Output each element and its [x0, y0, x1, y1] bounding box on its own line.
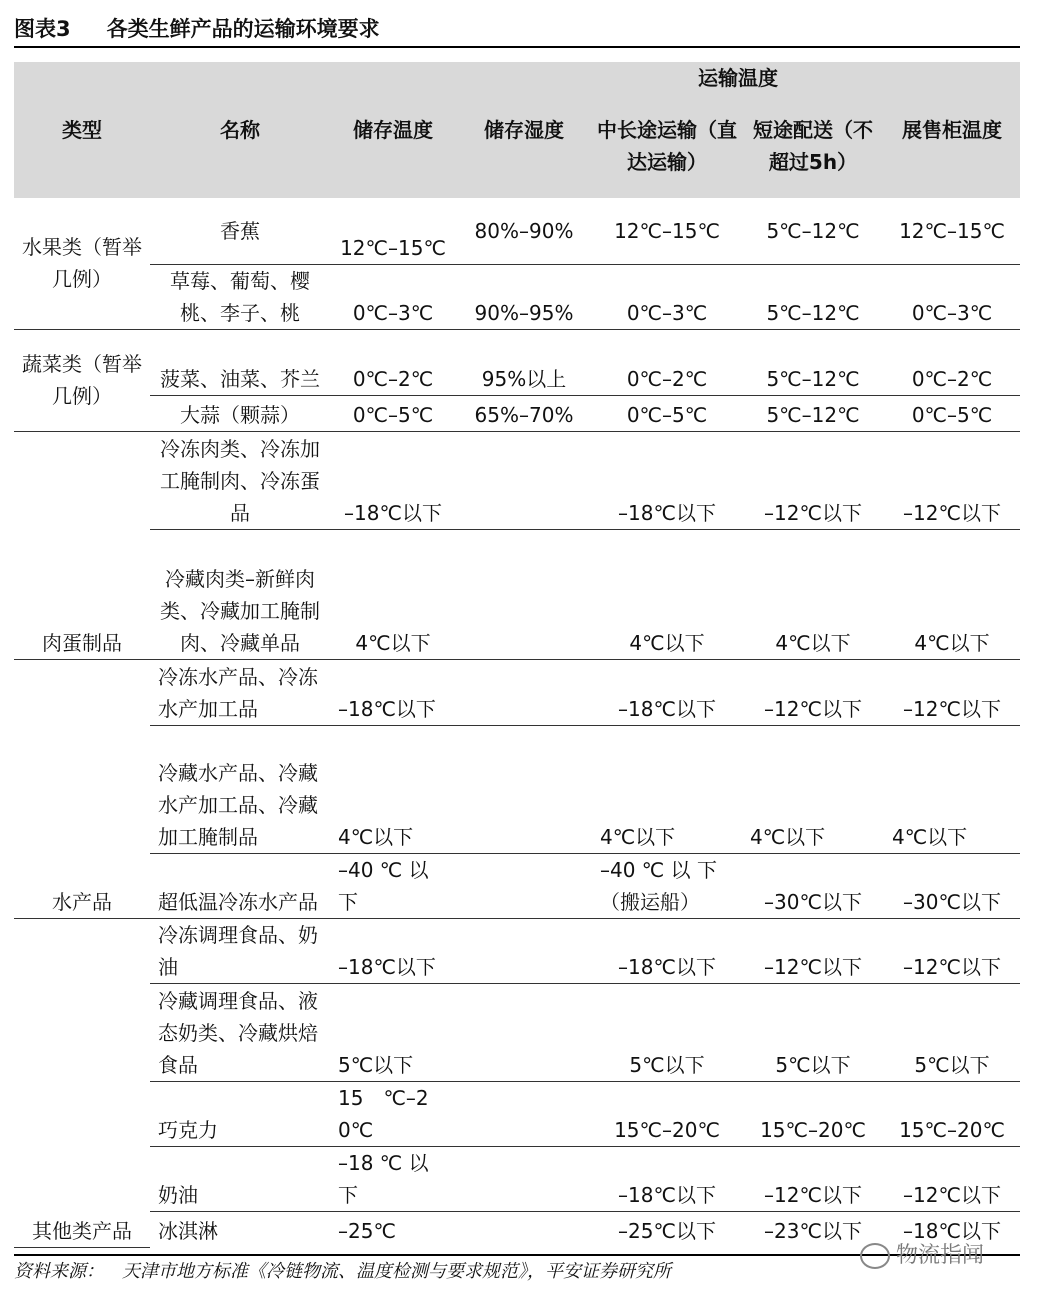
display-temp: 5℃以下: [884, 983, 1020, 1081]
storage-temp: –18℃以下: [330, 431, 456, 529]
long-distance-temp: –18℃以下: [592, 431, 742, 529]
short-distance-temp: 5℃–12℃: [742, 329, 884, 395]
storage-humidity: [456, 725, 592, 853]
long-distance-temp: 0℃–2℃: [592, 329, 742, 395]
product-name: 冷藏调理食品、液态奶类、冷藏烘焙食品: [150, 983, 330, 1081]
long-distance-temp: –40 ℃ 以 下（搬运船）: [592, 853, 742, 918]
product-name: 冷冻调理食品、奶油: [150, 918, 330, 983]
requirements-table: [14, 62, 1020, 1248]
short-distance-temp: 5℃以下: [742, 983, 884, 1081]
table-row: [14, 853, 1020, 918]
table-row: [14, 1081, 1020, 1146]
table-row: [14, 431, 1020, 529]
long-distance-temp: 0℃–3℃: [592, 264, 742, 329]
product-name: 香蕉: [150, 198, 330, 264]
table-row: [14, 329, 1020, 395]
wechat-icon: [860, 1243, 890, 1269]
display-temp: 15℃–20℃: [884, 1081, 1020, 1146]
header-storage-humidity: 储存湿度: [456, 62, 592, 198]
long-distance-temp: 12℃–15℃: [592, 198, 742, 264]
display-temp: 0℃–2℃: [884, 329, 1020, 395]
display-temp: 4℃以下: [884, 529, 1020, 659]
product-name: 冷藏肉类–新鲜肉类、冷藏加工腌制肉、冷藏单品: [150, 529, 330, 659]
table-row: [14, 725, 1020, 853]
storage-temp: –18℃以下: [330, 918, 456, 983]
table-header: [14, 62, 1020, 198]
category-fruit: 水果类（暂举几例）: [14, 198, 150, 329]
display-temp: 4℃以下: [884, 725, 1020, 853]
storage-temp: 0℃–3℃: [330, 264, 456, 329]
table-row: [14, 529, 1020, 659]
display-temp: 0℃–3℃: [884, 264, 1020, 329]
product-name: 大蒜（颗蒜）: [150, 395, 330, 431]
product-name: 冰淇淋: [158, 1219, 218, 1243]
short-distance-temp: –12℃以下: [742, 431, 884, 529]
short-distance-temp: –12℃以下: [742, 918, 884, 983]
storage-humidity: 80%–90%: [456, 198, 592, 264]
header-display-temp: 展售柜温度: [884, 62, 1020, 198]
long-distance-temp: –25℃以下: [618, 1219, 716, 1243]
storage-humidity: [456, 1146, 592, 1211]
display-temp: 0℃–5℃: [884, 395, 1020, 431]
header-long-distance: 中长途运输（直达运输）: [592, 94, 742, 198]
storage-temp: 0℃–2℃: [330, 329, 456, 395]
short-distance-temp: 4℃以下: [742, 725, 884, 853]
watermark: [860, 1238, 984, 1274]
long-distance-temp: –18℃以下: [592, 659, 742, 725]
long-distance-temp: 5℃以下: [592, 983, 742, 1081]
long-distance-temp: 0℃–5℃: [592, 395, 742, 431]
short-distance-temp: 4℃以下: [742, 529, 884, 659]
storage-humidity: [456, 529, 592, 659]
storage-humidity: [456, 1211, 592, 1247]
display-temp: –12℃以下: [884, 659, 1020, 725]
storage-humidity: [456, 659, 592, 725]
category-other: 其他类产品: [14, 918, 150, 1247]
figure-title: [14, 14, 1020, 44]
category-vegetable: 蔬菜类（暂举几例）: [14, 329, 150, 431]
display-temp: –12℃以下: [884, 918, 1020, 983]
header-name: 名称: [150, 62, 330, 198]
requirements-table-container: [14, 62, 1020, 1248]
product-name: 草莓、葡萄、樱桃、李子、桃: [150, 264, 330, 329]
header-short-distance: 短途配送（不超过5h）: [742, 94, 884, 198]
table-row: [14, 264, 1020, 329]
product-name: 超低温冷冻水产品: [150, 853, 330, 918]
figure-title-text: 各类生鲜产品的运输环境要求: [106, 17, 380, 41]
table-row: [14, 1146, 1020, 1211]
storage-temp: 4℃以下: [330, 725, 456, 853]
header-type: 类型: [14, 62, 150, 198]
storage-temp: –40 ℃ 以下: [330, 853, 456, 918]
storage-temp: 12℃–15℃: [330, 198, 456, 264]
short-distance-temp: –30℃以下: [742, 853, 884, 918]
product-name: 冷冻水产品、冷冻水产加工品: [150, 659, 330, 725]
product-name: 冷冻肉类、冷冻加工腌制肉、冷冻蛋品: [150, 431, 330, 529]
table-row: [14, 659, 1020, 725]
table-row: [14, 395, 1020, 431]
table-row: [14, 918, 1020, 983]
storage-humidity: [456, 1081, 592, 1146]
short-distance-temp: 5℃–12℃: [742, 395, 884, 431]
storage-humidity: [456, 918, 592, 983]
product-name: 巧克力: [150, 1081, 330, 1146]
long-distance-temp: 4℃以下: [592, 529, 742, 659]
table-body: [14, 198, 1020, 1247]
display-temp: –18℃以下: [903, 1219, 1001, 1243]
short-distance-temp: 5℃–12℃: [742, 198, 884, 264]
short-distance-temp: 15℃–20℃: [742, 1081, 884, 1146]
storage-temp: –25℃: [338, 1219, 396, 1243]
header-transport-temp: 运输温度: [592, 62, 884, 94]
display-temp: –12℃以下: [884, 431, 1020, 529]
storage-humidity: 95%以上: [456, 329, 592, 395]
storage-temp: –18℃以下: [330, 659, 456, 725]
storage-humidity: [456, 983, 592, 1081]
display-temp: –12℃以下: [884, 1146, 1020, 1211]
short-distance-temp: –12℃以下: [742, 659, 884, 725]
product-name: 冷藏水产品、冷藏水产加工品、冷藏加工腌制品: [150, 725, 330, 853]
product-name: 菠菜、油菜、芥兰: [150, 329, 330, 395]
header-storage-temp: 储存温度: [330, 62, 456, 198]
long-distance-temp: –18℃以下: [592, 918, 742, 983]
display-temp: –30℃以下: [884, 853, 1020, 918]
watermark-text: 物流指闻: [896, 1243, 985, 1268]
short-distance-temp: 5℃–12℃: [742, 264, 884, 329]
table-row: [14, 983, 1020, 1081]
short-distance-temp: –23℃以下: [764, 1219, 862, 1243]
product-name: 奶油: [150, 1146, 330, 1211]
title-rule: [14, 46, 1020, 48]
storage-temp: –18 ℃ 以下: [330, 1146, 456, 1211]
display-temp: 12℃–15℃: [884, 198, 1020, 264]
long-distance-temp: 15℃–20℃: [592, 1081, 742, 1146]
storage-humidity: [456, 853, 592, 918]
storage-temp: 15 ℃–20℃: [330, 1081, 456, 1146]
source-text: 天津市地方标准《冷链物流、温度检测与要求规范》，平安证券研究所: [122, 1261, 671, 1282]
storage-temp: 5℃以下: [330, 983, 456, 1081]
figure-number: 图表3: [14, 17, 71, 41]
long-distance-temp: 4℃以下: [592, 725, 742, 853]
storage-humidity: [456, 431, 592, 529]
storage-humidity: 65%–70%: [456, 395, 592, 431]
long-distance-temp: –18℃以下: [592, 1146, 742, 1211]
storage-humidity: 90%–95%: [456, 264, 592, 329]
category-aquatic: 水产品: [14, 659, 150, 918]
table-row: [14, 198, 1020, 264]
short-distance-temp: –12℃以下: [742, 1146, 884, 1211]
storage-temp: 4℃以下: [330, 529, 456, 659]
storage-temp: 0℃–5℃: [330, 395, 456, 431]
category-meat-egg: 肉蛋制品: [14, 431, 150, 659]
source-label: 资料来源：: [14, 1261, 104, 1282]
